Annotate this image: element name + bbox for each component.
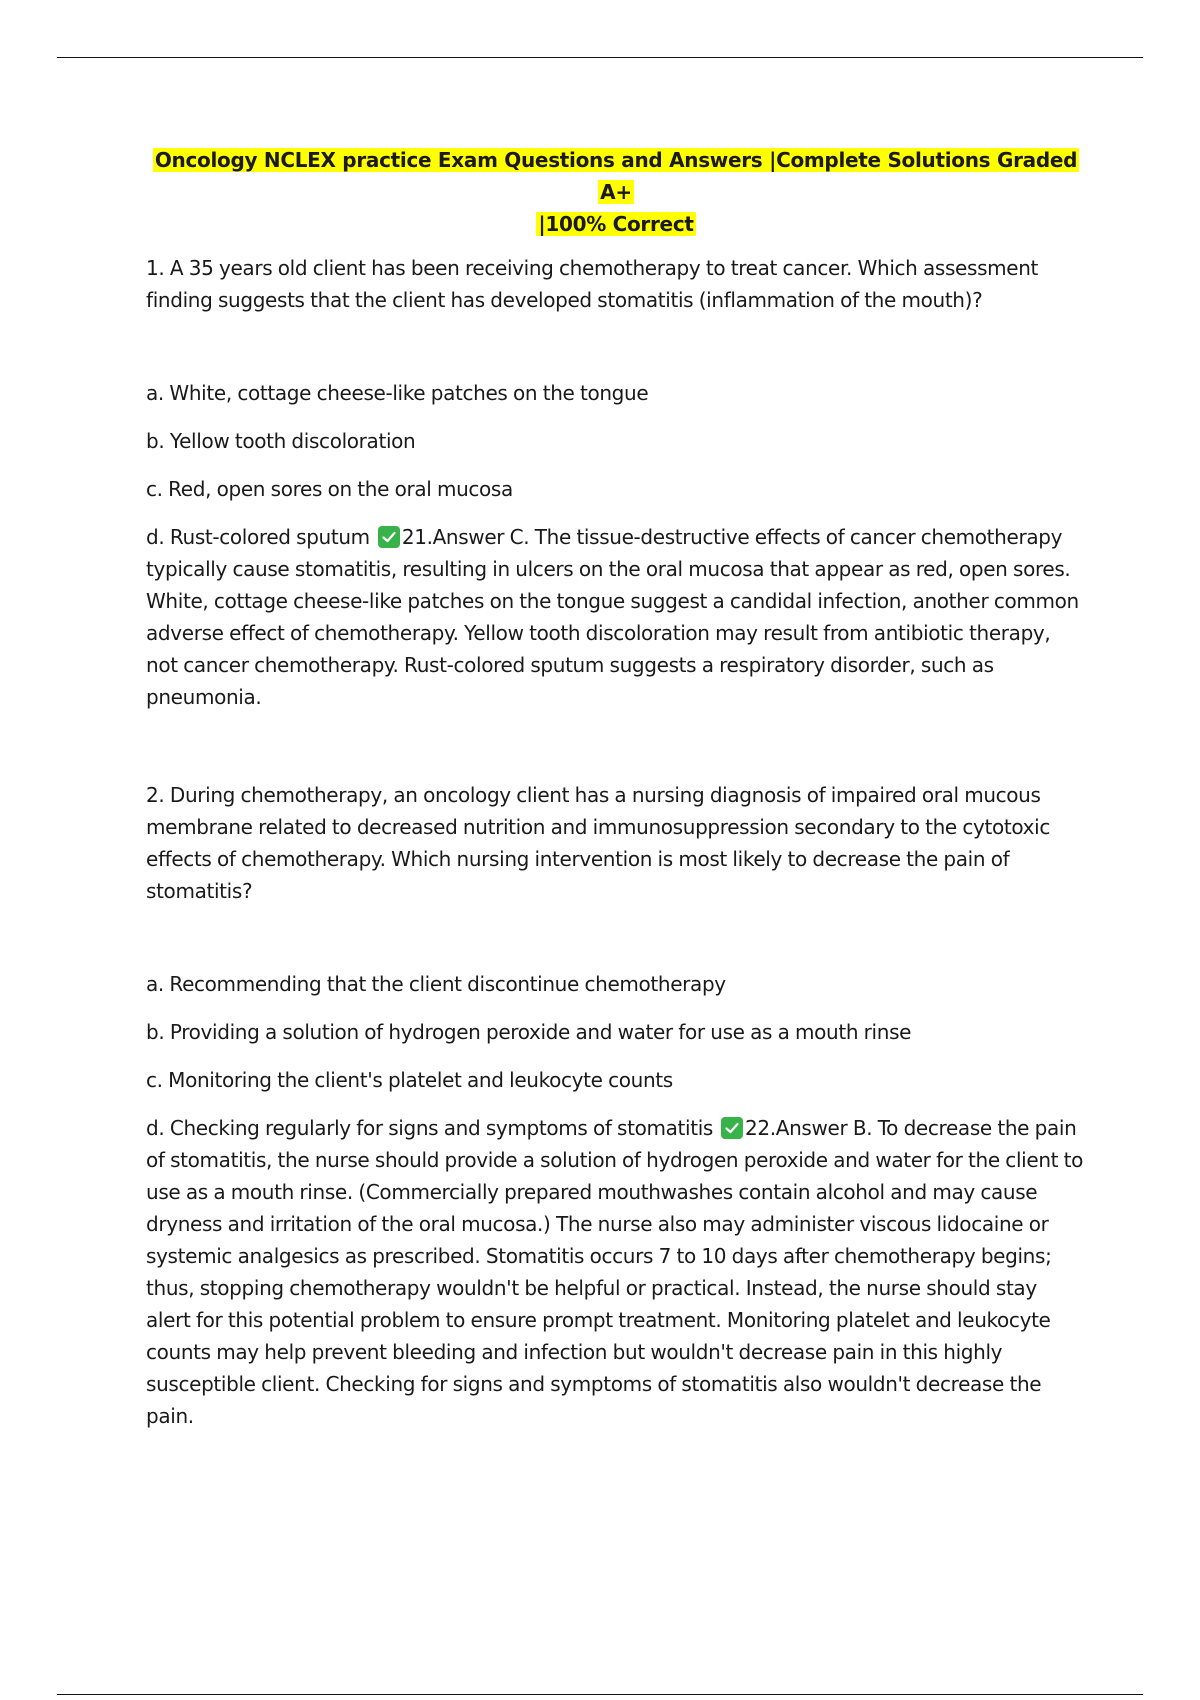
title-line-1: Oncology NCLEX practice Exam Questions and Answers |Complete Solutions Graded A+: [154, 148, 1078, 204]
option-b: b. Providing a solution of hydrogen peroxide and water for use as a mouth rinse: [146, 1020, 912, 1044]
option-c: c. Monitoring the client's platelet and leukocyte counts: [146, 1068, 673, 1092]
document-title: [146, 144, 1086, 240]
bottom-rule: [57, 1694, 1143, 1695]
option-b: b. Yellow tooth discoloration: [146, 429, 416, 453]
question-block-2: [146, 779, 1086, 1432]
option-a: a. Recommending that the client discontinue chemotherapy: [146, 972, 726, 996]
check-icon: [378, 526, 400, 548]
question-stem: 1. A 35 years old client has been receiving chemotherapy to treat cancer. Which assessment finding suggests that the client has developed stomatitis (inflammation of the mouth)?: [146, 256, 1039, 312]
option-d: d. Rust-colored sputum: [146, 525, 370, 549]
option-d-with-answer: [146, 1112, 1086, 1432]
option-d-with-answer: [146, 521, 1086, 713]
answer-rationale: 22.Answer B. To decrease the pain of stomatitis, the nurse should provide a solution of hydrogen peroxide and water for the client to use as a mouth rinse. (Commercially prepared mouthwashes contain alcohol and may cause dryness and irritation of the oral mucosa.) The nurse also may administer viscous lidocaine or systemic analgesics as prescribed. Stomatitis occurs 7 to 10 days after chemotherapy begins; thus, stopping chemotherapy wouldn't be helpful or practical. Instead, the nurse should stay alert for this potential problem to ensure prompt treatment. Monitoring platelet and leukocyte counts may help prevent bleeding and infection but wouldn't decrease pain in this highly susceptible client. Checking for signs and symptoms of stomatitis also wouldn't decrease the pain.: [146, 1116, 1084, 1428]
title-line-2: |100% Correct: [538, 212, 694, 236]
document-body: [146, 144, 1086, 1432]
option-c: c. Red, open sores on the oral mucosa: [146, 477, 513, 501]
option-a: a. White, cottage cheese-like patches on the tongue: [146, 381, 649, 405]
question-stem: 2. During chemotherapy, an oncology client has a nursing diagnosis of impaired oral mucous membrane related to decreased nutrition and immunosuppression secondary to the cytotoxic effects of chemotherapy. Which nursing intervention is most likely to decrease the pain of stomatitis?: [146, 783, 1050, 903]
option-d: d. Checking regularly for signs and symptoms of stomatitis: [146, 1116, 713, 1140]
answer-rationale: 21.Answer C. The tissue-destructive effects of cancer chemotherapy typically cause stomatitis, resulting in ulcers on the oral mucosa that appear as red, open sores. White, cottage cheese-like patches on the tongue suggest a candidal infection, another common adverse effect of chemotherapy. Yellow tooth discoloration may result from antibiotic therapy, not cancer chemotherapy. Rust-colored sputum suggests a respiratory disorder, such as pneumonia.: [146, 525, 1079, 709]
top-rule: [57, 57, 1143, 58]
question-block-1: [146, 252, 1086, 713]
check-icon: [721, 1117, 743, 1139]
